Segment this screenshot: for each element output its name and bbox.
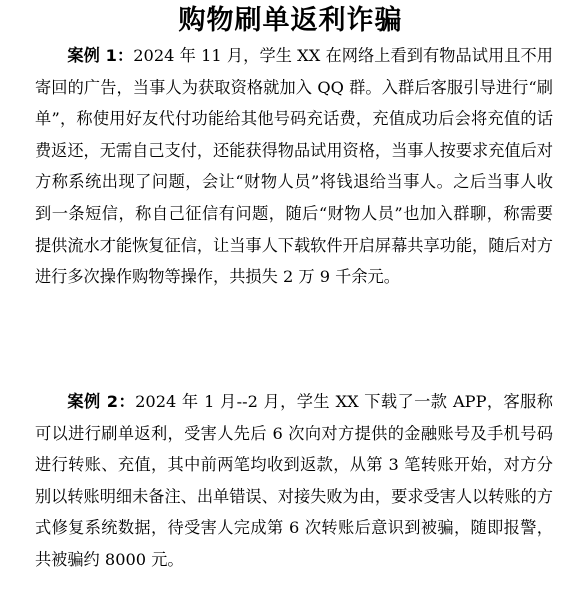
document-title: 购物刷单返利诈骗	[178, 5, 403, 36]
case-paragraph-1	[35, 40, 553, 293]
case-text-1: 2024 年 11 月，学生 XX 在网络上看到有物品试用且不用寄回的广告，当事人为获取资格就加入 QQ 群。入群后客服引导进行“刷单”，称使用好友代付功能给其他号码充话费，充值成功后会将充值的话费返还，无需自己支付，还能获得物品试用资格，当事人按要求充值后对方称系统出现了问题，会让“财物人员”将钱退给当事人。之后当事人收到一条短信，称自己征信有问题，随后“财物人员”也加入群聊，称需要提供流水才能恢复征信，让当事人下载软件开启屏幕共享功能，随后对方进行多次操作购物等操作，共损失 2 万 9 千余元。	[35, 46, 553, 287]
case-label-1: 案例 1：	[67, 46, 134, 65]
case-label-2: 案例 2：	[67, 392, 136, 411]
case-paragraph-2	[35, 386, 553, 576]
case-text-2: 2024 年 1 月--2 月，学生 XX 下载了一款 APP，客服称可以进行刷单返利，受害人先后 6 次向对方提供的金融账号及手机号码进行转账、充值，其中前两笔均收到返款，从第 3 笔转账开始，对方分别以转账明细未备注、出单错误、对接失败为由，要求受害人以转账的方式修复系统数据，待受害人完成第 6 次转账后意识到被骗，随即报警，共被骗约 8000 元。	[35, 392, 553, 569]
